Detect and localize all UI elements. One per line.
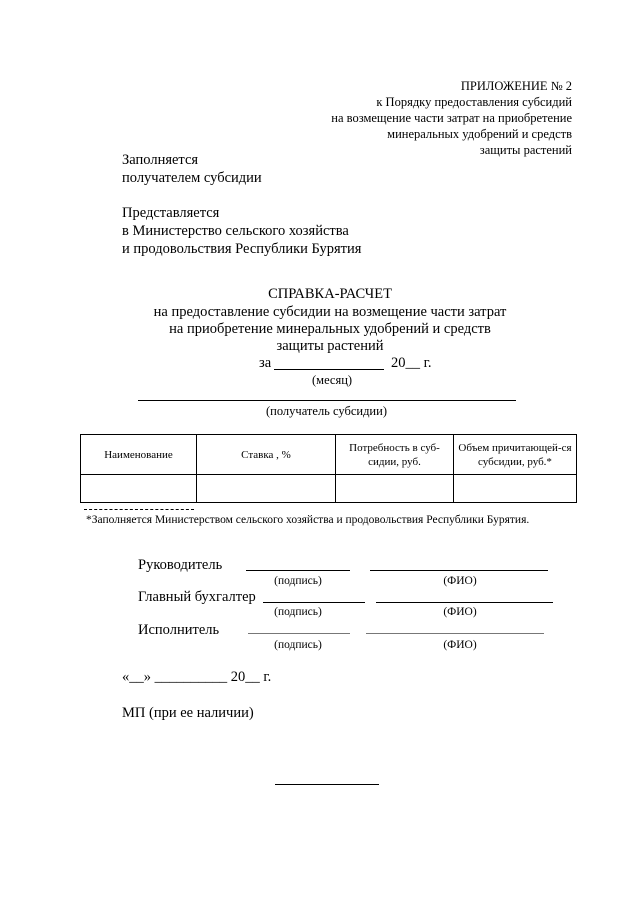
- submitted-to-block: [122, 204, 361, 258]
- submitted-to-line: Представляется: [122, 205, 220, 221]
- title-line: защиты растений: [276, 338, 384, 354]
- signature-caption: (подпись): [274, 575, 322, 587]
- date-line[interactable]: «__» __________ 20__ г.: [122, 669, 272, 685]
- month-caption: (месяц): [312, 373, 353, 387]
- filled-by-block: [122, 151, 262, 187]
- table-cell[interactable]: [454, 475, 577, 503]
- submitted-to-line: и продовольствия Республики Бурятия: [122, 241, 362, 257]
- submitted-to-line: в Министерство сельского хозяйства: [122, 223, 349, 239]
- director-name-field[interactable]: [370, 570, 548, 571]
- accountant-name-field[interactable]: [376, 602, 553, 603]
- appendix-line: защиты растений: [479, 143, 572, 157]
- table-cell[interactable]: [197, 475, 336, 503]
- month-field[interactable]: [274, 369, 384, 370]
- filled-by-line: получателем субсидии: [122, 170, 262, 186]
- signature-caption: (подпись): [274, 639, 322, 651]
- appendix-line: на возмещение части затрат на приобретение: [331, 111, 572, 125]
- column-header: Наименование: [81, 435, 197, 475]
- signature-role-executor: Исполнитель: [138, 622, 220, 638]
- director-signature-field[interactable]: [246, 570, 350, 571]
- footnote-separator: [84, 509, 194, 510]
- calculation-table: [80, 434, 577, 503]
- appendix-number: ПРИЛОЖЕНИЕ № 2: [460, 79, 572, 93]
- signature-caption: (подпись): [274, 606, 322, 618]
- table-cell[interactable]: [336, 475, 454, 503]
- table-cell[interactable]: [81, 475, 197, 503]
- title-line: на приобретение минеральных удобрений и средств: [169, 321, 491, 337]
- column-header: Объем причитающей-ся субсидии, руб.*: [454, 435, 577, 475]
- table-row: [81, 475, 577, 503]
- recipient-caption: (получатель субсидии): [266, 404, 387, 418]
- executor-name-field[interactable]: [366, 633, 544, 634]
- recipient-field[interactable]: [138, 400, 516, 401]
- name-caption: (ФИО): [443, 639, 477, 651]
- period-prefix: за: [259, 355, 272, 371]
- appendix-line: минеральных удобрений и средств: [387, 127, 572, 141]
- filled-by-line: Заполняется: [122, 152, 199, 168]
- column-header: Ставка , %: [197, 435, 336, 475]
- name-caption: (ФИО): [443, 575, 477, 587]
- signature-role-director: Руководитель: [138, 557, 223, 573]
- appendix-block: [331, 78, 572, 158]
- appendix-line: к Порядку предоставления субсидий: [376, 95, 572, 109]
- bottom-separator: [275, 784, 379, 785]
- accountant-signature-field[interactable]: [263, 602, 365, 603]
- table-header-row: [81, 435, 577, 475]
- footnote-text: *Заполняется Министерством сельского хозяйства и продовольствия Республики Бурятия.: [86, 514, 530, 526]
- executor-signature-field[interactable]: [248, 633, 350, 634]
- column-header: Потребность в суб-сидии, руб.: [336, 435, 454, 475]
- name-caption: (ФИО): [443, 606, 477, 618]
- title-line: на предоставление субсидии на возмещение части затрат: [153, 304, 507, 320]
- stamp-line: МП (при ее наличии): [122, 705, 254, 721]
- signature-role-accountant: Главный бухгалтер: [138, 589, 256, 605]
- period-year: 20__ г.: [391, 355, 432, 371]
- document-title: СПРАВКА-РАСЧЕТ: [268, 286, 392, 302]
